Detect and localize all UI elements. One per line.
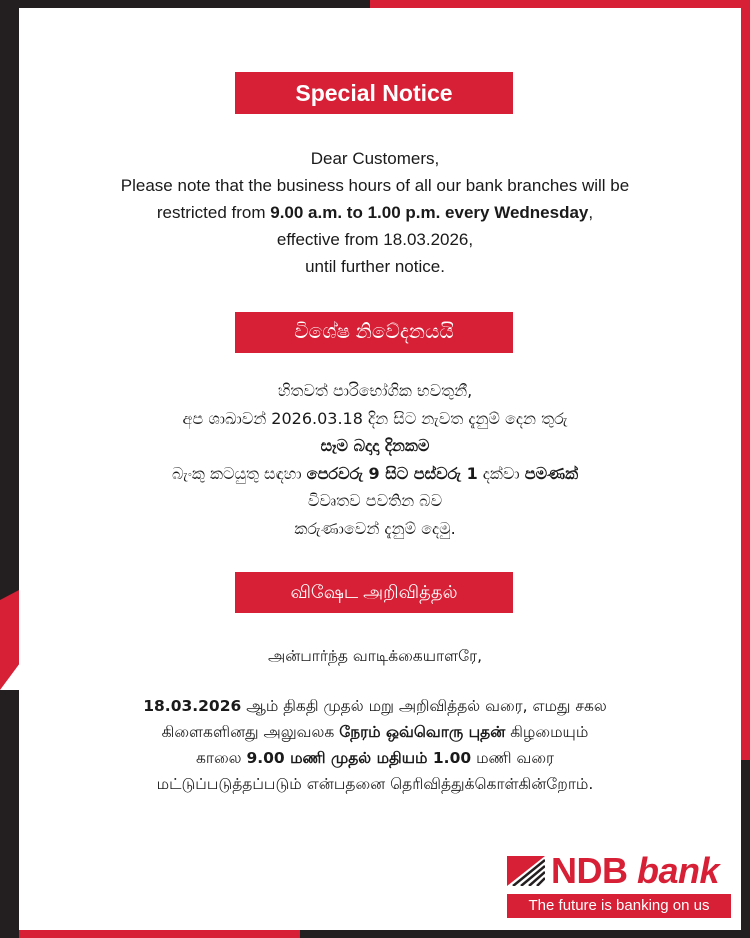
logo-name: NDB (551, 850, 628, 891)
tamil-line: அன்பார்ந்த வாடிக்கையாளரே, (267, 647, 483, 665)
english-line (40, 199, 710, 226)
tamil-fragment: ஆம் திகதி முதல் மறு அறிவித்தல் வரை, எமது சகல (241, 697, 607, 715)
logo-tagline: The future is banking on us (507, 894, 731, 918)
ndb-bank-logo (507, 850, 733, 920)
sinhala-line: විවෘතව පවතින බව (307, 491, 443, 510)
tamil-line (40, 719, 710, 745)
tamil-fragment: மணி வரை (471, 749, 555, 767)
sinhala-heading: විශේෂ නිවේදනයයි (235, 312, 513, 353)
sinhala-line: අප ශාඛාවන් 2026.03.18 දින සිට නැවත දැනුම් දෙන තුරු (182, 408, 568, 428)
tamil-line: மட்டுப்படுத்தப்படும் என்பதனை தெரிவித்துக்கொள்கின்றோம். (156, 775, 594, 793)
tamil-line (40, 693, 710, 719)
english-line: Please note that the business hours of all our bank branches will be (120, 176, 630, 195)
tamil-bold: நேரம் ஒவ்வொரு புதன் (339, 723, 506, 741)
english-heading: Special Notice (235, 72, 513, 114)
english-fragment: restricted from (156, 203, 271, 222)
english-line: until further notice. (305, 257, 445, 276)
ndb-swoosh-icon (507, 856, 545, 886)
tamil-bold: 18.03.2026 (143, 697, 242, 715)
english-fragment: , (588, 203, 594, 222)
sinhala-line: කරුණාවෙන් දැනුම් දෙමු. (294, 518, 456, 538)
logo-wordmark (551, 850, 719, 892)
sinhala-fragment: බැංකු කටයුතු සඳහා (171, 463, 307, 483)
english-notice-text (40, 145, 710, 280)
sinhala-bold: සෑම බදාදා දිනකම (320, 436, 430, 455)
logo-name-italic: bank (637, 850, 720, 891)
tamil-fragment: கிளைகளினது அலுவலக (161, 723, 340, 741)
sinhala-bold: පමණක් (524, 463, 579, 483)
sinhala-line (40, 432, 710, 460)
tamil-notice-text (40, 693, 710, 797)
english-line: Dear Customers, (310, 149, 440, 168)
tamil-fragment: காலை (195, 749, 247, 767)
sinhala-line: හිතවත් පාරිභෝගික භවතුනී, (277, 381, 473, 400)
tamil-line (40, 745, 710, 771)
tamil-greeting (40, 647, 710, 667)
tamil-bold: 9.00 மணி முதல் மதியம் 1.00 (246, 749, 472, 767)
english-hours: 9.00 a.m. to 1.00 p.m. every Wednesday (270, 203, 589, 222)
sinhala-bold: පෙරවරු 9 සිට පස්වරු 1 (306, 463, 478, 483)
tamil-heading: விஷேட அறிவித்தல் (235, 572, 513, 613)
tamil-fragment: கிழமையும் (505, 723, 589, 741)
english-line: effective from 18.03.2026, (276, 230, 474, 249)
sinhala-notice-text (40, 377, 710, 542)
sinhala-line (40, 460, 710, 488)
sinhala-fragment: දක්වා (477, 463, 525, 483)
